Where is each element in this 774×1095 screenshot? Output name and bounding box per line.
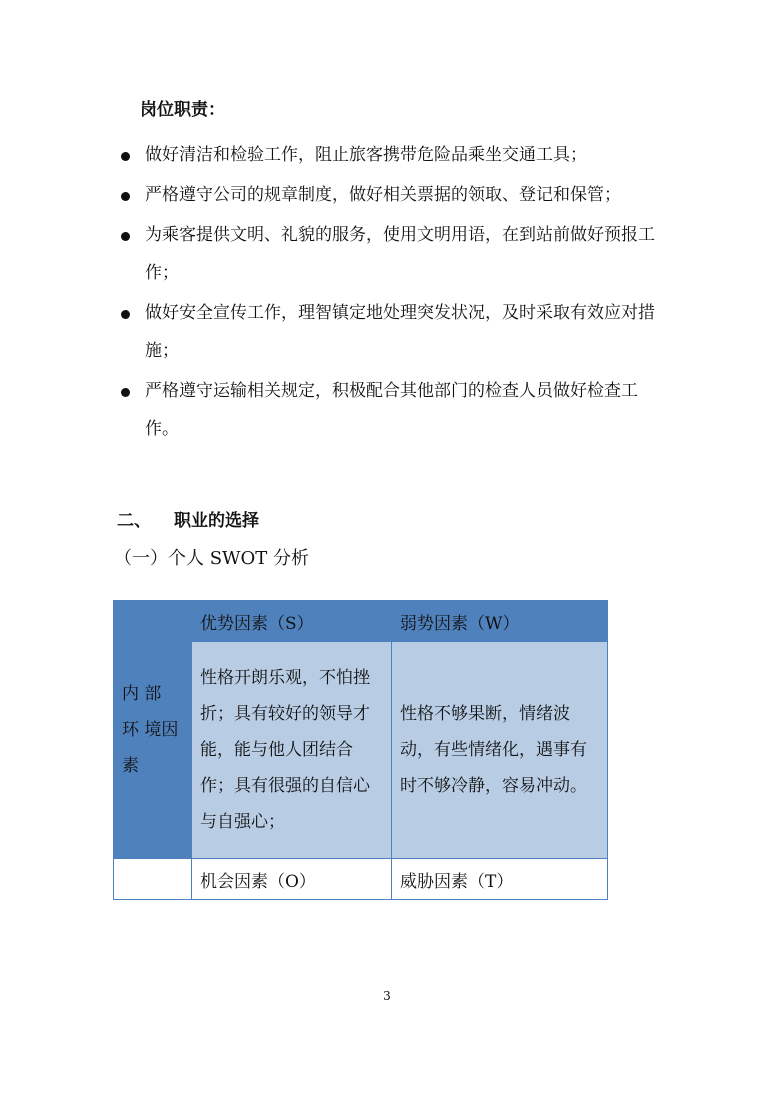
duty-text: 为乘客提供文明、礼貌的服务，使用文明用语，在到站前做好预报工作；	[145, 225, 655, 283]
empty-cell	[114, 859, 192, 900]
bullet-icon	[121, 192, 130, 201]
subsection-title: （一）个人 SWOT 分析	[114, 548, 310, 569]
swot-table	[113, 600, 608, 900]
strengths-header: 优势因素（S）	[192, 601, 392, 642]
duty-text: 做好清洁和检验工作，阻止旅客携带危险品乘坐交通工具；	[145, 145, 587, 165]
duty-text: 严格遵守运输相关规定，积极配合其他部门的检查人员做好检查工作。	[145, 381, 638, 439]
bullet-icon	[121, 310, 130, 319]
page-number: 3	[383, 989, 391, 1003]
strengths-text: 性格开朗乐观，不怕挫折；具有较好的领导才能，能与他人团结合作；具有很强的自信心与自强心；	[200, 668, 370, 832]
bullet-icon	[121, 232, 130, 241]
internal-factor-label-cell	[114, 601, 192, 859]
weaknesses-cell	[392, 642, 608, 859]
bullet-icon	[121, 152, 130, 161]
internal-factor-label: 内 部 环 境因素	[122, 683, 179, 776]
strengths-cell	[192, 642, 392, 859]
duties-heading: 岗位职责：	[140, 100, 225, 120]
threats-header: 威胁因素（T）	[392, 859, 608, 900]
section-title: 职业的选择	[174, 511, 259, 531]
weaknesses-text: 性格不够果断，情绪波动，有些情绪化，遇事有时不够冷静，容易冲动。	[400, 704, 587, 796]
duty-text: 严格遵守公司的规章制度，做好相关票据的领取、登记和保管；	[145, 185, 621, 205]
section-number: 二、	[117, 511, 151, 531]
opportunities-header: 机会因素（O）	[192, 859, 392, 900]
duty-text: 做好安全宣传工作，理智镇定地处理突发状况，及时采取有效应对措施；	[145, 303, 655, 361]
bullet-icon	[121, 388, 130, 397]
weaknesses-header: 弱势因素（W）	[392, 601, 608, 642]
